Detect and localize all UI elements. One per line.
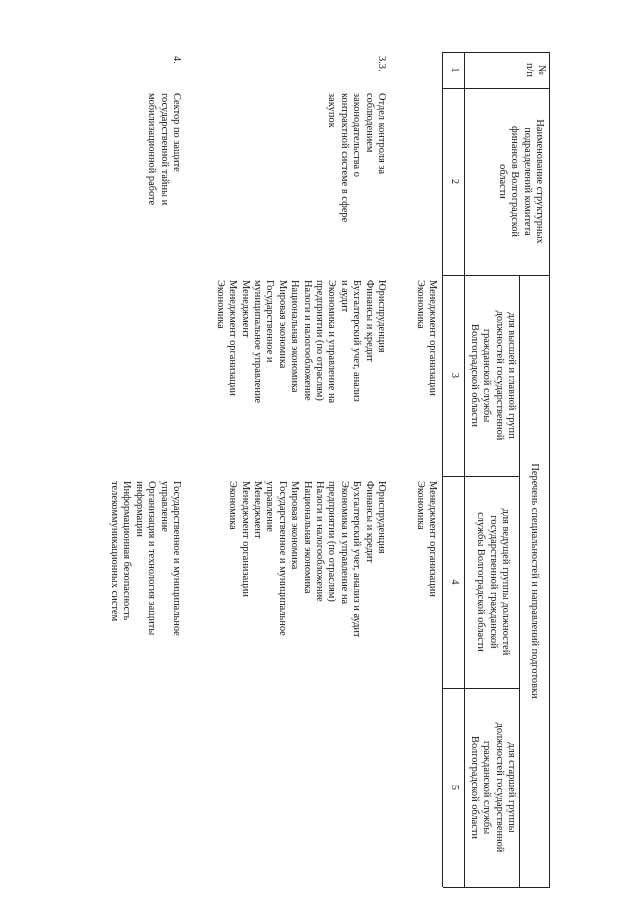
row-2-lead-line-1: Государственное и муниципальное [171, 481, 182, 636]
header-high-line-3: гражданской службы [481, 328, 493, 423]
header-high-line-2: должностей государственной [493, 310, 505, 441]
row-1-unit-line-3: законодательства о [351, 93, 363, 177]
row-1-high-line-10: Государственное и [264, 280, 276, 363]
row-1-lead-line-7: Национальная экономика [301, 481, 313, 594]
row-0-high [413, 280, 438, 396]
header-group-lead [474, 476, 511, 688]
row-0-lead-line-1: Менеджмент организации [427, 481, 438, 597]
row-2-lead-line-6: телекоммуникационных систем [108, 481, 120, 622]
row-2-lead-line-4: информации [133, 481, 145, 537]
row-2-unit [145, 93, 182, 205]
row-1-num: 3.3. [376, 56, 387, 72]
row-1-high-line-3: Бухгалтерский учет, анализ [351, 280, 363, 402]
header-lead-line-1: для ведущей группы должностей [500, 508, 511, 656]
row-1-lead-line-2: Финансы и кредит [363, 481, 375, 563]
header-unit-line-1: Наименование структурных [534, 119, 545, 244]
row-1-lead-line-12: Менеджмент организации [239, 481, 251, 597]
header-senior-line-3: гражданской службы [481, 740, 493, 835]
row-1-unit [325, 93, 387, 222]
header-high-line-1: для высшей и главной групп [506, 312, 517, 439]
row-1-high-line-9: Мировая экономика [276, 280, 288, 369]
row-1-lead-line-6: Налоги и налогообложение [313, 481, 325, 602]
header-num [522, 52, 547, 88]
header-senior-line-1: для старшей группы [506, 742, 517, 833]
header-unit-line-3: финансов Волгоградской [509, 126, 521, 237]
header-lead-line-3: службы Волгоградской области [475, 512, 487, 652]
row-1-high-line-1: Юриспруденция [376, 280, 387, 353]
header-unit-line-2: подразделений комитета [521, 127, 533, 236]
column-number-row-top [464, 52, 465, 887]
row-1-unit-line-2: соблюдением [363, 93, 375, 153]
header-num-line-1: № [536, 65, 547, 75]
col-number-2: 2 [449, 178, 460, 185]
header-senior-line-2: должностей государственной [493, 722, 505, 853]
row-1-high-line-13: Менеджмент организации [227, 280, 239, 396]
row-0-high-line-2: Экономика [414, 280, 426, 329]
row-1-lead-line-3: Бухгалтерский учет, анализ и аудит [351, 481, 363, 638]
row-2-lead-line-3: Организация и технология защиты [146, 481, 158, 636]
row-2-lead-line-5: Информационная безопасность [121, 481, 133, 621]
col-number-3: 3 [449, 372, 460, 379]
row-1-high-line-7: Налоги и налогообложение [301, 280, 313, 401]
col-number-5: 5 [449, 784, 460, 791]
row-1-high-line-4: и аудит [338, 280, 350, 313]
row-2-lead [108, 481, 182, 636]
row-1-lead [226, 481, 387, 637]
column-number-row-bottom [442, 52, 443, 887]
row-1-unit-line-4: контрактной системе в сфере [338, 93, 350, 223]
header-group-divider [519, 275, 520, 887]
row-1-lead-line-10: управление [264, 481, 276, 532]
header-high-line-4: Волгоградской области [468, 324, 480, 427]
row-1-high-line-2: Финансы и кредит [363, 280, 375, 362]
header-unit-line-4: области [496, 164, 508, 199]
row-1-lead-line-8: Мировая экономика [289, 481, 301, 570]
row-1-high-line-11: муниципальное управление [251, 280, 263, 404]
header-lead-line-2: государственной гражданской [487, 515, 499, 649]
row-1-lead-line-4: Экономика и управление на [338, 481, 350, 605]
row-1-lead-line-13: Экономика [227, 481, 239, 530]
header-unit-name [495, 88, 545, 275]
row-1-high-line-8: Национальная экономика [289, 280, 301, 393]
row-2-unit-line-2: государственной тайны и [158, 93, 170, 206]
row-2-num: 4. [171, 56, 182, 64]
header-num-line-2: п/п [523, 62, 535, 77]
header-group-high [467, 275, 517, 476]
row-1-high-line-14: Экономика [214, 280, 226, 329]
table-top-border [549, 52, 550, 887]
table-right-border [443, 887, 550, 888]
col-number-1: 1 [449, 67, 460, 73]
row-1-high [213, 280, 387, 403]
row-1-unit-line-5: закупок [326, 93, 338, 128]
header-senior-line-4: Волгоградской области [468, 736, 480, 839]
header-group-senior [467, 688, 517, 887]
row-0-high-line-1: Менеджмент организации [427, 280, 438, 396]
row-0-lead-line-2: Экономика [414, 481, 426, 530]
row-1-lead-line-1: Юриспруденция [376, 481, 387, 554]
header-list-title: Перечень специальностей и направлений подготовки [529, 463, 540, 699]
row-2-unit-line-3: мобилизационной работе [146, 93, 158, 206]
row-1-lead-line-9: Государственное и муниципальное [276, 481, 288, 636]
row-2-lead-line-2: управление [158, 481, 170, 532]
row-1-high-line-12: Менеджмент [239, 280, 251, 338]
row-1-lead-line-5: предприятии (по отраслям) [326, 481, 338, 602]
row-2-unit-line-1: Сектор по защите [171, 93, 182, 172]
row-0-lead [413, 481, 438, 597]
row-1-high-line-5: Экономика и управление на [326, 280, 338, 404]
col-number-4: 4 [449, 579, 460, 585]
row-1-unit-line-1: Отдел контроля за [376, 93, 387, 175]
row-1-lead-line-11: Менеджмент [251, 481, 263, 539]
row-1-high-line-6: предприятии (по отраслям) [313, 280, 325, 401]
